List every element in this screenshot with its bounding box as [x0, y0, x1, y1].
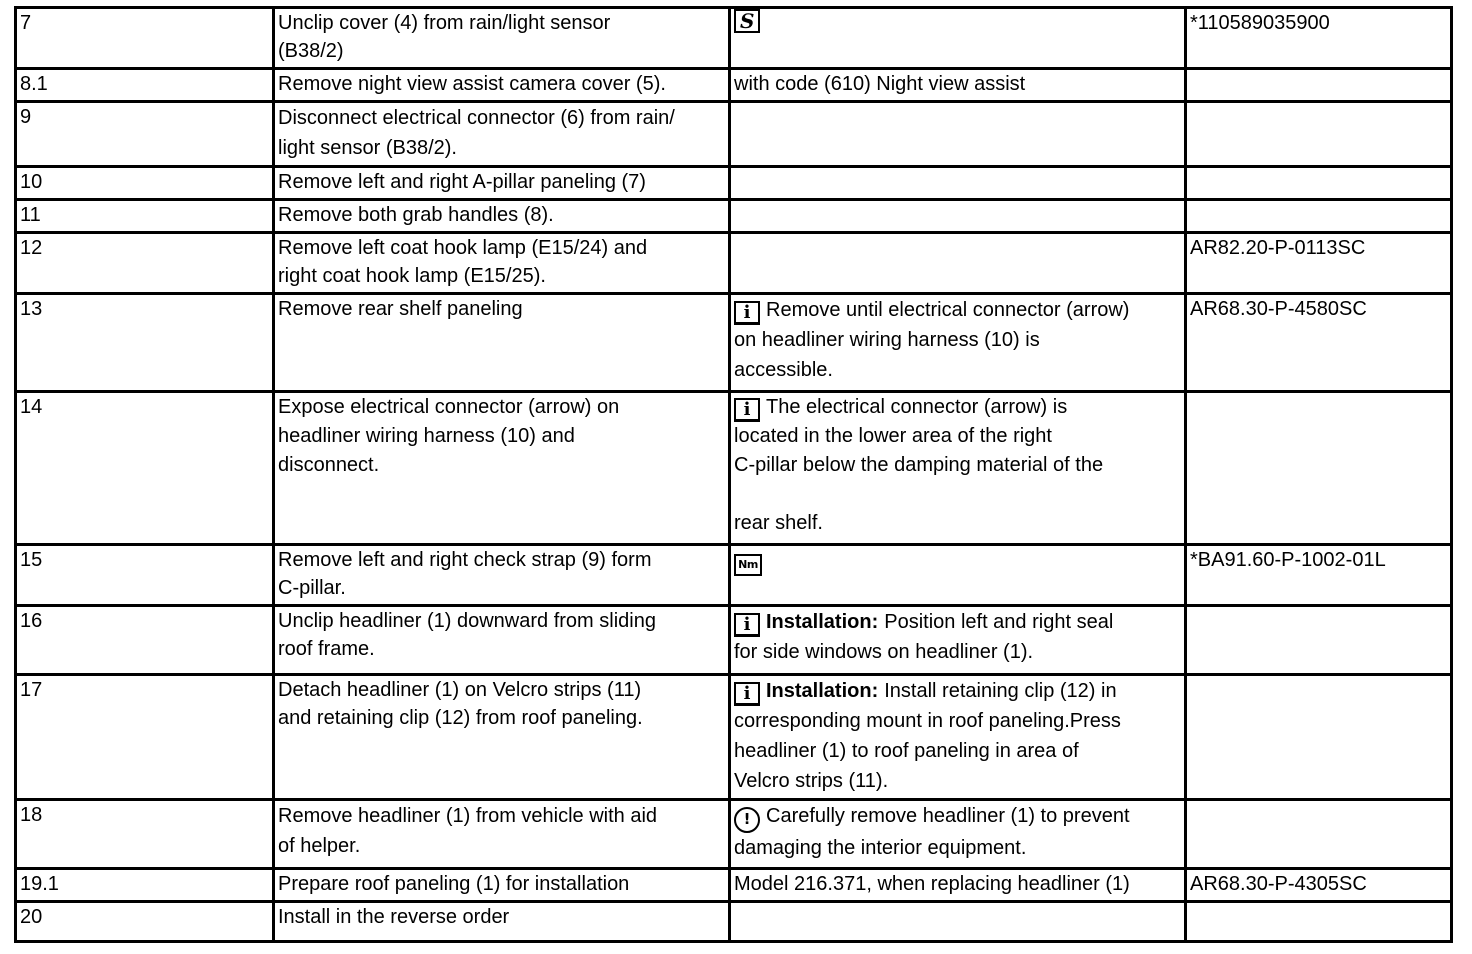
step-number-cell: 15 [16, 545, 274, 606]
table-row [16, 869, 1452, 902]
step-number-cell: 7 [16, 8, 274, 69]
table-row [16, 8, 1452, 69]
step-note-cell: i Installation: Position left and right seal for side windows on headliner (1). [730, 606, 1186, 675]
table-row [16, 606, 1452, 675]
step-number-cell: 9 [16, 102, 274, 167]
step-reference-cell: AR68.30-P-4305SC [1186, 869, 1452, 902]
step-action-cell: Remove both grab handles (8). [274, 200, 730, 233]
step-reference-cell [1186, 200, 1452, 233]
step-note-cell: ! Carefully remove headliner (1) to prevent damaging the interior equipment. [730, 800, 1186, 869]
step-action-cell: Expose electrical connector (arrow) on headliner wiring harness (10) and disconnect. [274, 392, 730, 545]
step-action-cell: Remove night view assist camera cover (5). [274, 69, 730, 102]
procedure-steps-table [14, 6, 1453, 943]
table-row [16, 675, 1452, 800]
step-number-cell: 8.1 [16, 69, 274, 102]
step-action-cell: Prepare roof paneling (1) for installation [274, 869, 730, 902]
step-note-cell [730, 167, 1186, 200]
step-number-cell: 17 [16, 675, 274, 800]
table-row [16, 233, 1452, 294]
step-reference-cell: AR68.30-P-4580SC [1186, 294, 1452, 392]
table-row [16, 800, 1452, 869]
step-note-cell [730, 902, 1186, 942]
step-number-cell: 12 [16, 233, 274, 294]
step-number-cell: 20 [16, 902, 274, 942]
step-reference-cell [1186, 675, 1452, 800]
step-note-cell: with code (610) Night view assist [730, 69, 1186, 102]
step-note-cell: i The electrical connector (arrow) is located in the lower area of the right C-pillar below the damping material of the rear shelf. [730, 392, 1186, 545]
step-reference-cell [1186, 392, 1452, 545]
step-action-cell: Remove left coat hook lamp (E15/24) and right coat hook lamp (E15/25). [274, 233, 730, 294]
step-number-cell: 10 [16, 167, 274, 200]
installation-label: Installation: [766, 680, 879, 702]
table-row [16, 294, 1452, 392]
info-icon: i [734, 301, 760, 325]
step-reference-cell: *BA91.60-P-1002-01L [1186, 545, 1452, 606]
info-icon: i [734, 613, 760, 637]
table-row [16, 69, 1452, 102]
step-number-cell: 11 [16, 200, 274, 233]
step-note-cell [730, 102, 1186, 167]
step-note-cell [730, 200, 1186, 233]
installation-label: Installation: [766, 611, 879, 633]
step-note-cell [730, 233, 1186, 294]
step-number-cell: 19.1 [16, 869, 274, 902]
table-row [16, 102, 1452, 167]
step-reference-cell [1186, 102, 1452, 167]
step-reference-cell [1186, 606, 1452, 675]
info-icon: i [734, 398, 760, 422]
step-note-cell [730, 545, 1186, 606]
step-number-cell: 16 [16, 606, 274, 675]
step-note-cell: Model 216.371, when replacing headliner (1) [730, 869, 1186, 902]
step-reference-cell: AR82.20-P-0113SC [1186, 233, 1452, 294]
table-row [16, 167, 1452, 200]
step-action-cell: Remove headliner (1) from vehicle with aid of helper. [274, 800, 730, 869]
step-reference-cell [1186, 800, 1452, 869]
torque-nm-icon: Nm [734, 554, 762, 576]
step-action-cell: Remove rear shelf paneling [274, 294, 730, 392]
step-number-cell: 18 [16, 800, 274, 869]
step-note-cell: i Installation: Install retaining clip (12) in corresponding mount in roof paneling.Press headliner (1) to roof paneling in area of Velcro strips (11). [730, 675, 1186, 800]
step-action-cell: Unclip cover (4) from rain/light sensor (B38/2) [274, 8, 730, 69]
step-number-cell: 14 [16, 392, 274, 545]
step-note-cell [730, 8, 1186, 69]
step-action-cell: Disconnect electrical connector (6) from rain/ light sensor (B38/2). [274, 102, 730, 167]
info-icon: i [734, 682, 760, 706]
step-reference-cell: *110589035900 [1186, 8, 1452, 69]
step-reference-cell [1186, 69, 1452, 102]
step-action-cell: Remove left and right A-pillar paneling (7) [274, 167, 730, 200]
step-number-cell: 13 [16, 294, 274, 392]
step-note-cell: i Remove until electrical connector (arrow) on headliner wiring harness (10) is accessible. [730, 294, 1186, 392]
step-reference-cell [1186, 167, 1452, 200]
caution-icon: ! [734, 807, 760, 833]
table-row [16, 200, 1452, 233]
step-reference-cell [1186, 902, 1452, 942]
special-tool-icon [734, 9, 760, 33]
table-row [16, 902, 1452, 942]
table-row [16, 545, 1452, 606]
step-action-cell: Install in the reverse order [274, 902, 730, 942]
step-action-cell: Remove left and right check strap (9) form C-pillar. [274, 545, 730, 606]
step-action-cell: Detach headliner (1) on Velcro strips (11) and retaining clip (12) from roof paneling. [274, 675, 730, 800]
step-action-cell: Unclip headliner (1) downward from sliding roof frame. [274, 606, 730, 675]
table-row [16, 392, 1452, 545]
